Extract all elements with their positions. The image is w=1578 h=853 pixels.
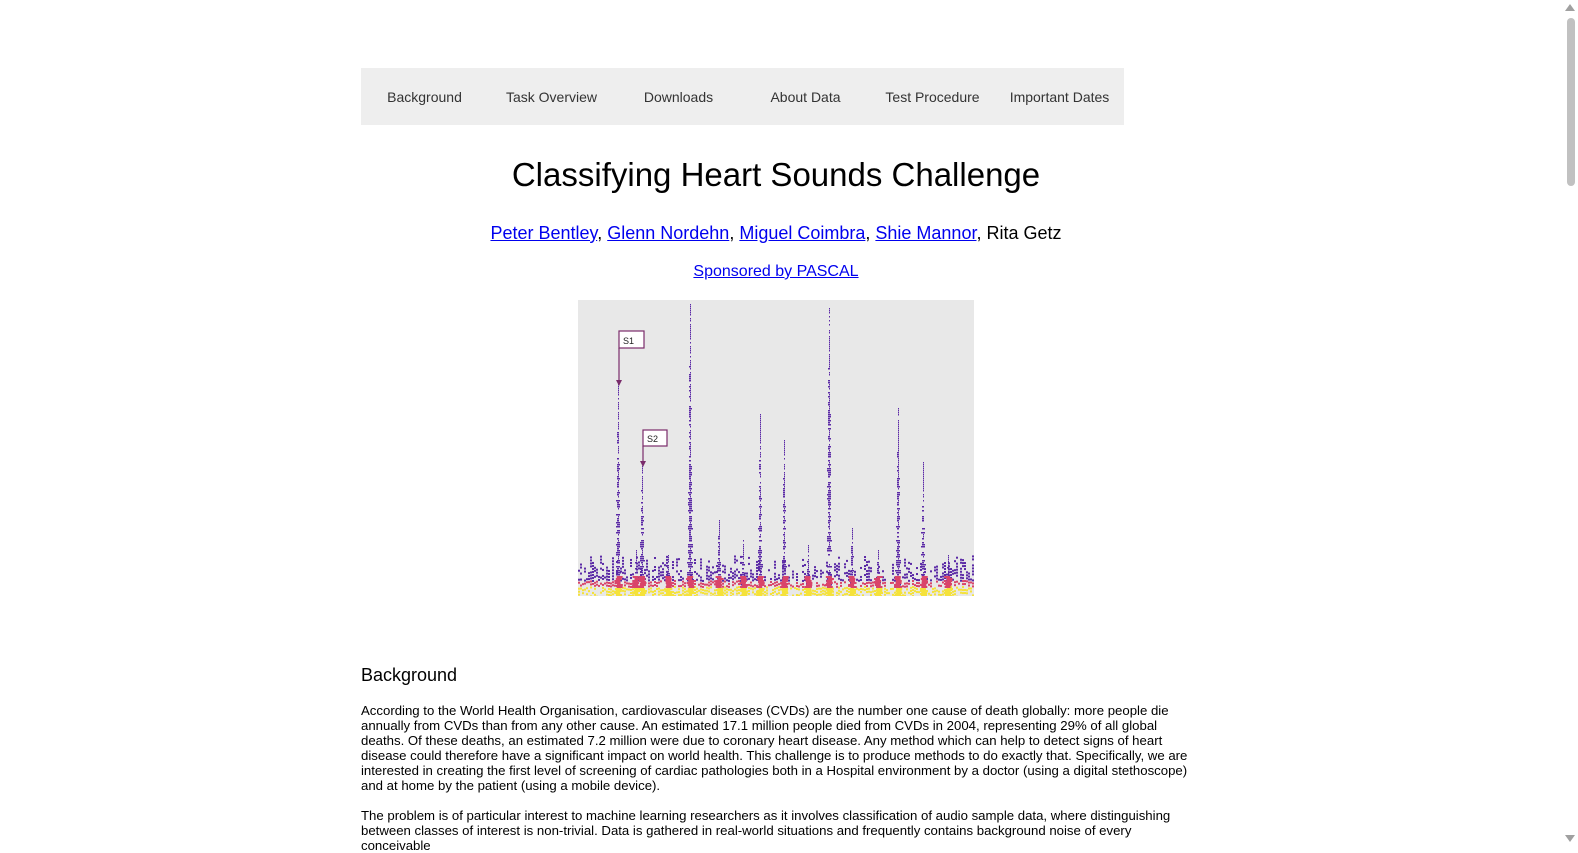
nav-about-data[interactable]: About Data <box>742 89 869 105</box>
nav-background[interactable]: Background <box>361 89 488 105</box>
s2-label: S2 <box>647 434 658 444</box>
section-heading-background: Background <box>361 665 457 686</box>
background-paragraph-1: According to the World Health Organisation, cardiovascular diseases (CVDs) are the number one cause of death globally: more people die annually from CVDs than from any other cause. An estimated 17.1 million people died from CVDs in 2004, representing 29% of all global deaths. Of these deaths, an estimated 7.2 million were due to coronary heart disease. Any method which can help to detect signs of heart disease could therefore have a significant impact on world health. This challenge is to produce methods to do exactly that. Specifically, we are interested in creating the first level of screening of cardiac pathologies both in a Hospital environment by a doctor (using a digital stethoscope) and at home by the patient (using a mobile device). <box>361 703 1191 793</box>
scroll-down-arrow-icon[interactable] <box>1565 835 1575 842</box>
author-getz: Rita Getz <box>986 223 1061 243</box>
nav-downloads[interactable]: Downloads <box>615 89 742 105</box>
heart-sound-spectrogram <box>578 300 974 596</box>
scroll-thumb[interactable] <box>1567 18 1575 186</box>
author-link-nordehn[interactable]: Glenn Nordehn <box>607 223 729 243</box>
page-title: Classifying Heart Sounds Challenge <box>361 156 1191 194</box>
nav-task-overview[interactable]: Task Overview <box>488 89 615 105</box>
vertical-scrollbar[interactable] <box>1561 0 1578 846</box>
top-nav <box>361 68 1124 125</box>
sponsor-line <box>361 263 1191 281</box>
background-paragraph-2: The problem is of particular interest to machine learning researchers as it involves classification of audio sample data, where distinguishing between classes of interest is non-trivial. Data is gathered in real-world situations and frequently contains background noise of every conceivable <box>361 808 1191 853</box>
sponsor-link[interactable]: Sponsored by PASCAL <box>693 263 858 280</box>
nav-test-procedure[interactable]: Test Procedure <box>869 89 996 105</box>
author-link-mannor[interactable]: Shie Mannor <box>875 223 976 243</box>
author-link-bentley[interactable]: Peter Bentley <box>490 223 597 243</box>
spectrogram-svg <box>578 300 974 596</box>
author-link-coimbra[interactable]: Miguel Coimbra <box>739 223 865 243</box>
nav-important-dates[interactable]: Important Dates <box>996 89 1123 105</box>
authors-line: Peter Bentley, Glenn Nordehn, Miguel Coimbra, Shie Mannor, Rita Getz <box>361 223 1191 244</box>
s1-label: S1 <box>623 336 634 346</box>
page-content <box>361 68 1191 125</box>
scroll-up-arrow-icon[interactable] <box>1565 4 1575 11</box>
